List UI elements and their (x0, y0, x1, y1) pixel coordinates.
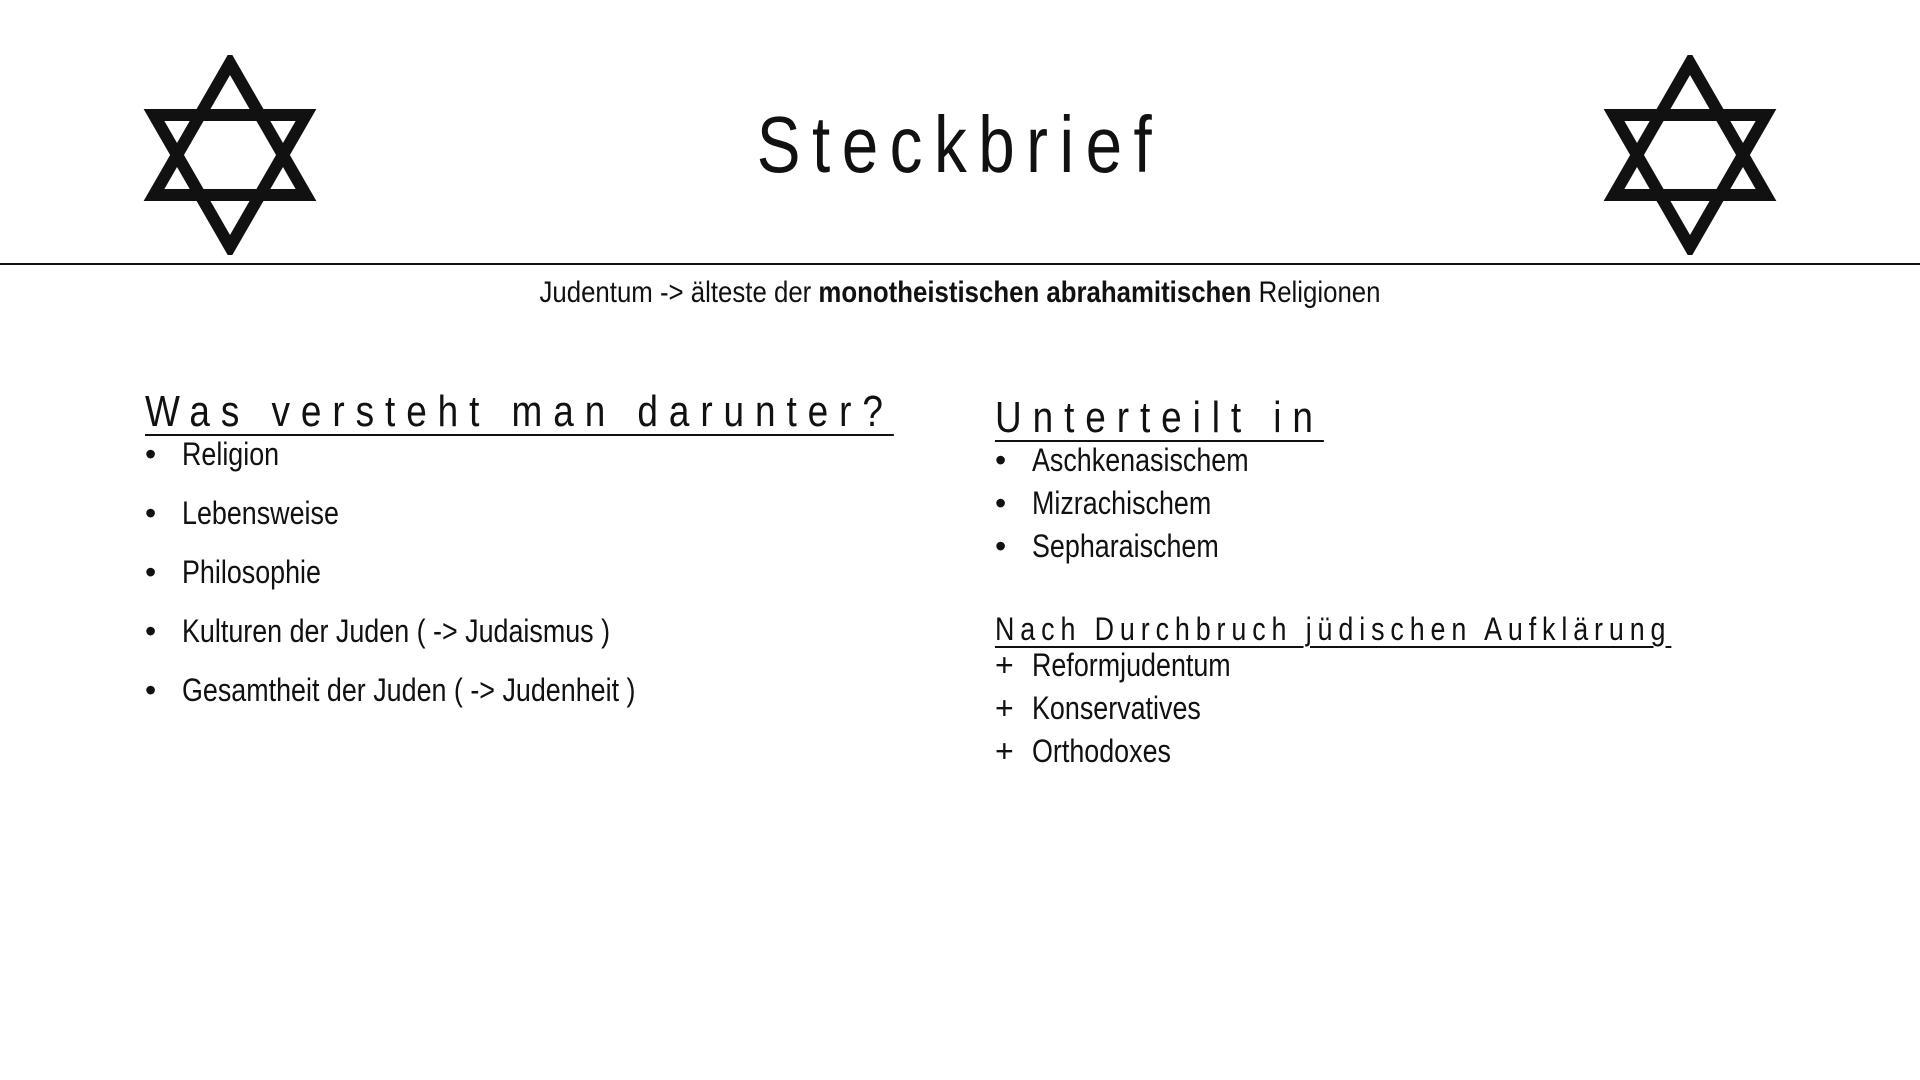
plus-icon: + (995, 733, 1014, 769)
bullet-icon: • (995, 528, 1007, 564)
plus-icon: + (995, 690, 1014, 726)
list-item: + Konservatives (995, 690, 1201, 726)
left-section (145, 387, 945, 729)
list-item: + Orthodoxes (995, 733, 1171, 769)
subtitle-part1: Judentum -> älteste der (539, 276, 819, 309)
subtitle-part2: Religionen (1251, 276, 1381, 309)
list-item: • Lebensweise (145, 495, 339, 531)
subtitle-bold: monotheistischen abrahamitischen (818, 276, 1252, 309)
list-item: + Reformjudentum (995, 647, 1231, 683)
list-item: • Sepharaischem (995, 528, 1219, 564)
page-title: Steckbrief (756, 100, 1164, 189)
bullet-icon: • (995, 485, 1007, 521)
right-heading: Unterteilt in (995, 393, 1324, 442)
right-subheading: Nach Durchbruch jüdischen Aufklärung (995, 611, 1672, 647)
bullet-icon: • (145, 672, 157, 708)
bullet-icon: • (145, 436, 157, 472)
left-heading: Was versteht man darunter? (145, 387, 894, 436)
plus-icon: + (995, 647, 1014, 683)
list-item: • Aschkenasischem (995, 442, 1249, 478)
bullet-icon: • (145, 495, 157, 531)
right-list (995, 440, 1795, 569)
list-item: • Mizrachischem (995, 485, 1212, 521)
bullet-icon: • (145, 613, 157, 649)
left-list (145, 434, 945, 729)
enlightenment-block (995, 613, 1795, 774)
star-of-david-icon (1600, 55, 1780, 255)
right-section (995, 393, 1795, 774)
list-item: • Kulturen der Juden ( -> Judaismus ) (145, 613, 611, 649)
plus-list (995, 645, 1795, 774)
header-divider (0, 263, 1920, 265)
list-item: • Philosophie (145, 554, 321, 590)
bullet-icon: • (995, 442, 1007, 478)
list-item: • Gesamtheit der Juden ( -> Judenheit ) (145, 672, 636, 708)
list-item: • Religion (145, 436, 280, 472)
subtitle (134, 273, 1785, 313)
bullet-icon: • (145, 554, 157, 590)
